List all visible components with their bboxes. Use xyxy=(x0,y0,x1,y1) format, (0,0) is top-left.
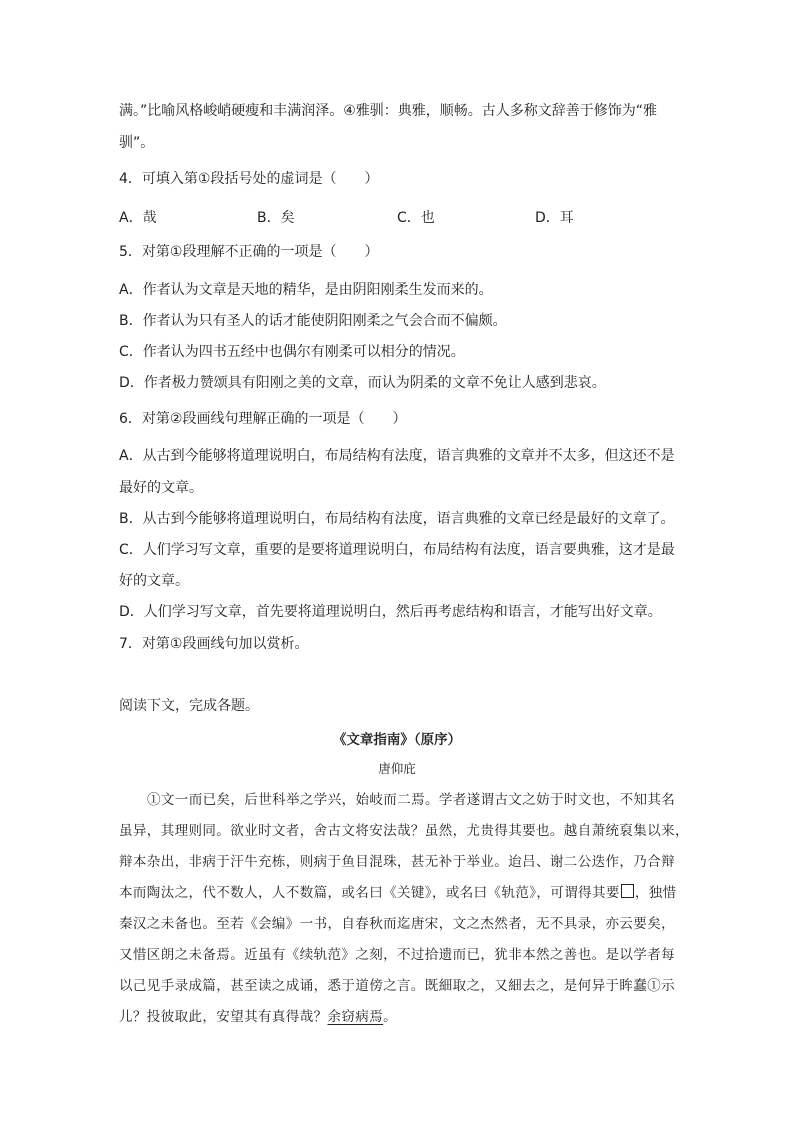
q4-stem: 4．可填入第①段括号处的虚词是（ ） xyxy=(119,171,379,187)
q6-option-a-line-1: A．从古到今能够将道理说明白，布局结构有法度，语言典雅的文章并不太多，但这还不是 xyxy=(119,448,675,464)
q5-option-d: D．作者极力赞颂具有阳刚之美的文章，而认为阴柔的文章不免让人感到悲哀。 xyxy=(119,375,606,391)
passage-line-3: 辩本杂出，非病于汗牛充栋，则病于鱼目混珠，甚无补于举业。迨吕、谢二公迭作，乃合辩 xyxy=(119,854,675,870)
q4-option-b: B．矣 xyxy=(257,210,295,226)
passage-line-6: 又惜区朗之未备焉。近虽有《续轨范》之刻，不过拾遗而已，犹非本然之善也。是以学者每 xyxy=(119,947,675,963)
q4-option-c: C．也 xyxy=(397,210,435,226)
passage-title: 《文章指南》（原序） xyxy=(332,732,462,748)
q5-stem: 5．对第①段理解不正确的一项是（ ） xyxy=(119,244,379,260)
continuation-line-2: 驯”。 xyxy=(119,135,155,151)
q7-stem: 7．对第①段画线句加以赏析。 xyxy=(119,636,309,652)
q5-option-b: B．作者认为只有圣人的话才能使阴阳刚柔之气会合而不偏颇。 xyxy=(119,313,507,329)
q6-option-a-line-2: 最好的文章。 xyxy=(119,480,203,496)
reading-instruction: 阅读下文，完成各题。 xyxy=(119,698,259,714)
passage-line-2: 虽异，其理则同。欲业时文者，舍古文将安法哉？虽然，尤贵得其要也。越自萧统裒集以来， xyxy=(119,823,689,839)
q6-stem: 6．对第②段画线句理解正确的一项是（ ） xyxy=(119,411,407,427)
blank-box xyxy=(621,884,634,898)
passage-line-4-end: ，独惜 xyxy=(634,885,677,901)
passage-line-5: 秦汉之未备也。至若《会编》一书，自春秋而迄唐宋，文之杰然者，无不具录，亦云要矣， xyxy=(119,916,675,932)
passage-line-8 xyxy=(119,1007,397,1027)
q6-option-c-line-2: 好的文章。 xyxy=(119,573,189,589)
q6-option-c-line-1: C．人们学习写文章，重要的是要将道理说明白，布局结构有法度，语言要典雅，这才是最 xyxy=(119,542,675,558)
continuation-line-1: 满。”比喻风格峻峭硬瘦和丰满润泽。④雅驯：典雅，顺畅。古人多称文辞善于修饰为“雅 xyxy=(119,103,658,119)
passage-line-8-start: 儿？投彼取此，安望其有真得哉？ xyxy=(119,1009,328,1025)
q6-option-d: D．人们学习写文章，首先要将道理说明白，然后再考虑结构和语言，才能写出好文章。 xyxy=(119,604,662,620)
q4-option-a: A．哉 xyxy=(119,210,157,226)
passage-line-1: ①文一而已矣，后世科举之学兴，始岐而二焉。学者遂谓古文之妨于时文也，不知其名 xyxy=(147,792,676,808)
q5-option-a: A．作者认为文章是天地的精华，是由阴阳刚柔生发而来的。 xyxy=(119,282,493,298)
passage-line-7: 以己见手录成篇，甚至读之成诵，悉于道傍之言。既細取之，又細去之，是何异于眸蠢①示 xyxy=(119,978,675,994)
q6-option-b: B．从古到今能够将道理说明白，布局结构有法度，语言典雅的文章已经是最好的文章了。 xyxy=(119,511,675,527)
passage-author: 唐仰庇 xyxy=(378,761,416,776)
q5-option-c: C．作者认为四书五经中也偶尔有刚柔可以相分的情况。 xyxy=(119,344,465,360)
passage-line-8-end: 。 xyxy=(383,1009,398,1025)
passage-line-4-start: 本而陶汰之，代不数人，人不数篇，或名曰《关键》，或名曰《轨范》，可谓得其要 xyxy=(119,885,620,901)
underlined-phrase: 余窃病焉 xyxy=(327,1009,384,1025)
passage-line-4 xyxy=(119,883,677,903)
q4-option-d: D．耳 xyxy=(535,210,574,226)
